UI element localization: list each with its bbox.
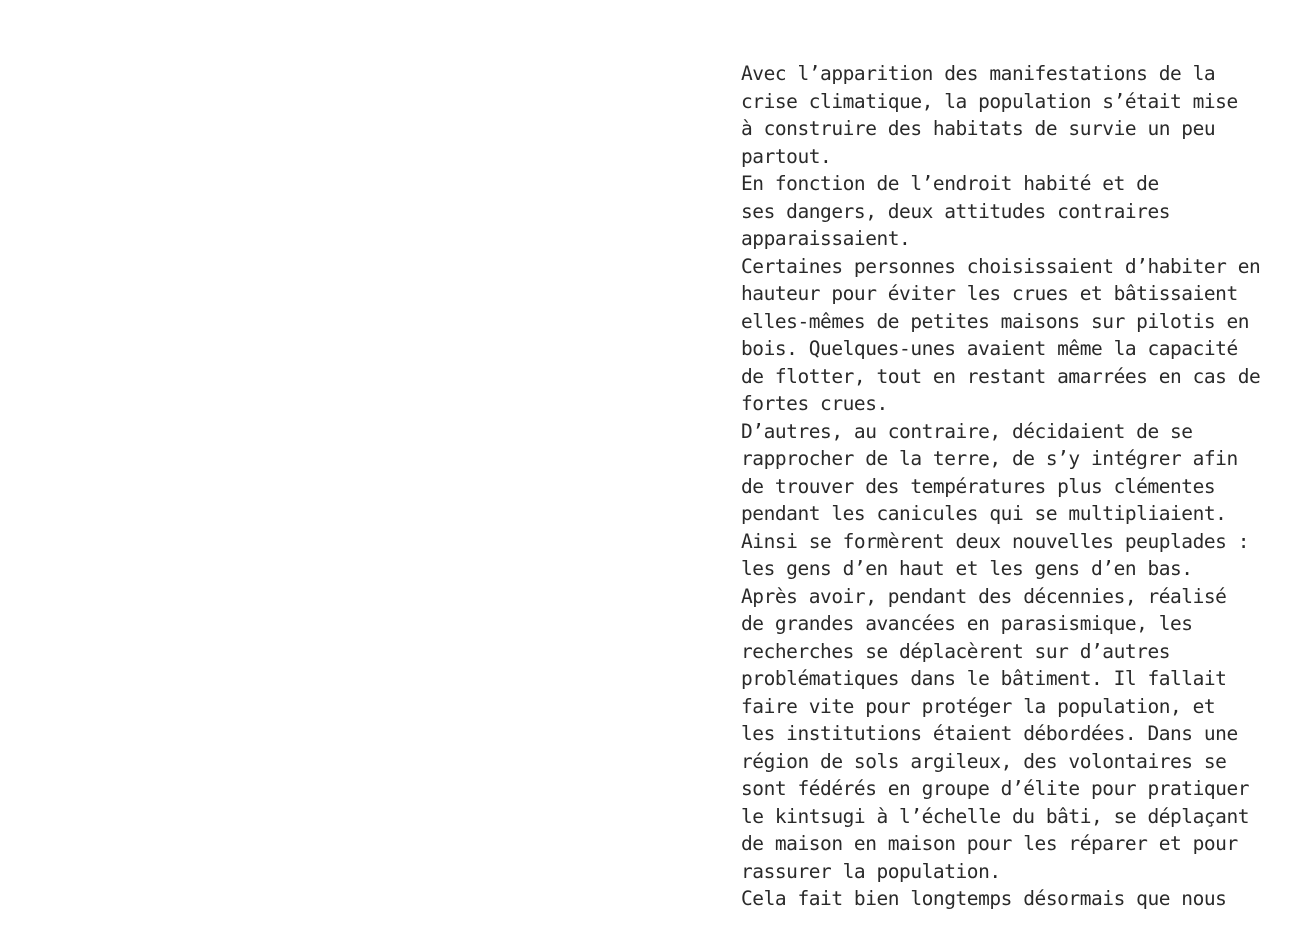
text-line: de maison en maison pour les réparer et pour	[741, 832, 1238, 855]
text-line: Après avoir, pendant des décennies, réalisé	[741, 584, 1227, 608]
text-line: faire vite pour protéger la population, et	[741, 694, 1216, 718]
text-line: problématiques dans le bâtiment. Il fallait	[741, 667, 1227, 690]
text-line: de trouver des températures plus clémentes	[741, 474, 1216, 498]
text-line: bois. Quelques-unes avaient même la capacité	[741, 337, 1238, 360]
text-line: ses dangers, deux attitudes contraires	[741, 199, 1171, 223]
text-line: hauteur pour éviter les crues et bâtissaient	[741, 282, 1238, 305]
text-line: elles-mêmes de petites maisons sur pilotis en	[741, 309, 1250, 333]
text-line: rassurer la population.	[741, 859, 1001, 883]
text-line: de flotter, tout en restant amarrées en cas de	[741, 364, 1261, 388]
text-line: les gens d’en haut et les gens d’en bas.	[741, 557, 1193, 580]
text-line: de grandes avancées en parasismique, les	[741, 612, 1193, 635]
text-line: Ainsi se formèrent deux nouvelles peuplades :	[741, 529, 1250, 553]
text-line: Certaines personnes choisissaient d’habiter en	[741, 254, 1261, 278]
text-line: fortes crues.	[741, 392, 888, 415]
text-line: le kintsugi à l’échelle du bâti, se déplaçant	[741, 804, 1250, 828]
text-line: crise climatique, la population s’était mise	[741, 89, 1238, 113]
text-line: rapprocher de la terre, de s’y intégrer afin	[741, 447, 1238, 470]
text-line: apparaissaient.	[741, 227, 911, 250]
text-line: pendant les canicules qui se multipliaient.	[741, 502, 1227, 525]
text-line: région de sols argileux, des volontaires se	[741, 749, 1227, 773]
text-line: Cela fait bien longtemps désormais que nous	[741, 887, 1227, 910]
text-line: partout.	[741, 144, 832, 168]
text-line: les institutions étaient débordées. Dans une	[741, 722, 1238, 745]
text-line: En fonction de l’endroit habité et de	[741, 172, 1159, 195]
text-line: Avec l’apparition des manifestations de la	[741, 62, 1216, 85]
text-line: recherches se déplacèrent sur d’autres	[741, 639, 1171, 663]
text-line: sont fédérés en groupe d’élite pour pratiquer	[741, 777, 1250, 800]
body-text	[741, 60, 1301, 913]
text-line: à construire des habitats de survie un peu	[741, 117, 1216, 140]
text-line: D’autres, au contraire, décidaient de se	[741, 419, 1193, 443]
